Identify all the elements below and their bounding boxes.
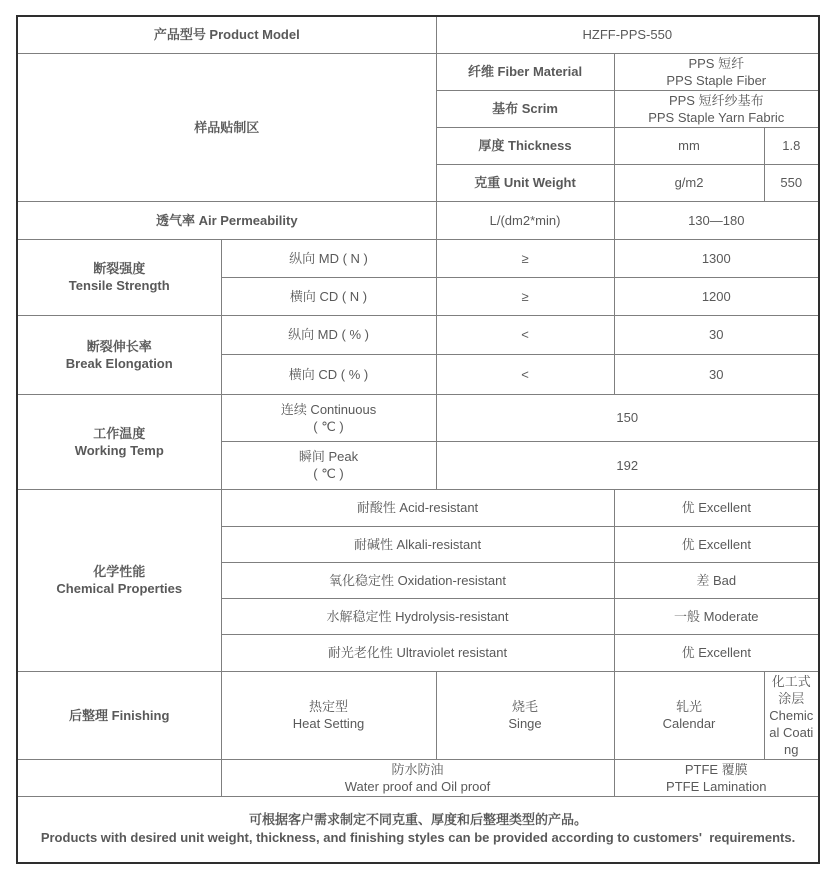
elongation-md-item: 纵向 MD ( % ) [221, 315, 436, 354]
break-elongation-label-en: Break Elongation [65, 355, 173, 371]
row-product-model [17, 16, 819, 53]
temp-continuous-item-line2: ( ℃ ) [313, 418, 344, 434]
tensile-md-operator: ≥ [436, 239, 614, 277]
tensile-strength-label-en: Tensile Strength [68, 278, 170, 293]
elongation-cd-operator: < [436, 354, 614, 394]
row-fiber-material [17, 53, 819, 90]
chem-alkali-item: 耐碱性 Alkali-resistant [221, 526, 614, 562]
unit-weight-unit: g/m2 [614, 164, 764, 201]
finishing-ptfe-cn: PTFE 覆膜 [684, 761, 748, 777]
row-footer-note [17, 796, 819, 863]
chem-uv-item: 耐光老化性 Ultraviolet resistant [221, 634, 614, 671]
scrim-value-en: PPS Staple Yarn Fabric [648, 109, 785, 125]
row-finishing [17, 671, 819, 759]
finishing-chemical-coating [764, 671, 819, 759]
footer-note-cn: 可根据客户需求制定不同克重、厚度和后整理类型的产品。 [249, 812, 588, 828]
unit-weight-value: 550 [764, 164, 819, 201]
spec-table [16, 15, 820, 864]
sample-area-cell: 样品贴制区 [17, 53, 436, 201]
finishing-heat-setting-cn: 热定型 [309, 699, 349, 714]
chem-acid-value: 优 Excellent [614, 489, 819, 526]
working-temp-label [17, 394, 221, 489]
working-temp-label-en: Working Temp [74, 442, 164, 458]
finishing-ptfe [614, 759, 819, 796]
working-temp-label-cn: 工作温度 [93, 425, 146, 441]
finishing-singe-en: Singe [508, 716, 542, 731]
product-model-value: HZFF-PPS-550 [436, 16, 819, 53]
air-permeability-unit: L/(dm2*min) [436, 201, 614, 239]
temp-continuous-item-line1: 连续 Continuous [280, 401, 377, 417]
temp-continuous-value: 150 [436, 394, 819, 441]
finishing-water-oil-en: Water proof and Oil proof [344, 778, 491, 794]
tensile-cd-item: 横向 CD ( N ) [221, 277, 436, 315]
footer-note [17, 796, 819, 863]
finishing-chemical-coating-cn: 化工式涂层 [771, 673, 811, 706]
temp-peak-item-line2: ( ℃ ) [313, 466, 344, 481]
tensile-md-item: 纵向 MD ( N ) [221, 239, 436, 277]
finishing-heat-setting-en: Heat Setting [292, 716, 365, 731]
break-elongation-label-cn: 断裂伸长率 [86, 338, 152, 354]
tensile-strength-label-cn: 断裂强度 [93, 261, 146, 276]
chemical-properties-label-en: Chemical Properties [56, 581, 183, 596]
finishing-water-oil-cn: 防水防油 [391, 761, 444, 777]
temp-peak-item-line1: 瞬间 Peak [298, 449, 359, 464]
scrim-value-cn: PPS 短纤纱基布 [668, 92, 764, 108]
finishing-ptfe-en: PTFE Lamination [666, 778, 767, 794]
finishing-label: 后整理 Finishing [17, 671, 221, 759]
tensile-cd-operator: ≥ [436, 277, 614, 315]
row-waterproof [17, 759, 819, 796]
tensile-md-value: 1300 [614, 239, 819, 277]
row-temp-continuous [17, 394, 819, 441]
chemical-properties-label [17, 489, 221, 671]
elongation-md-value: 30 [614, 315, 819, 354]
chemical-properties-label-cn: 化学性能 [93, 564, 146, 579]
fiber-material-value-en: PPS Staple Fiber [666, 72, 767, 88]
air-permeability-value: 130—180 [614, 201, 819, 239]
row-chem-acid [17, 489, 819, 526]
fiber-material-label: 纤维 Fiber Material [436, 53, 614, 90]
finishing-calendar [614, 671, 764, 759]
row-tensile-md [17, 239, 819, 277]
fiber-material-value-cn: PPS 短纤 [688, 55, 745, 71]
scrim-label: 基布 Scrim [436, 90, 614, 127]
elongation-cd-item: 横向 CD ( % ) [221, 354, 436, 394]
finishing-singe [436, 671, 614, 759]
footer-note-en: Products with desired unit weight, thickness, and finishing styles can be provided according to customers' requirements. [40, 830, 796, 846]
break-elongation-label [17, 315, 221, 394]
finishing-singe-cn: 烧毛 [512, 699, 539, 714]
finishing-calendar-en: Calendar [662, 716, 716, 731]
chem-uv-value: 优 Excellent [614, 634, 819, 671]
finishing-chemical-coating-en: Chemical Coating [769, 707, 814, 757]
elongation-cd-value: 30 [614, 354, 819, 394]
tensile-strength-label [17, 239, 221, 315]
row-air-permeability [17, 201, 819, 239]
temp-peak-value: 192 [436, 441, 819, 489]
temp-peak-item [221, 441, 436, 489]
product-model-label: 产品型号 Product Model [17, 16, 436, 53]
row-elongation-md [17, 315, 819, 354]
finishing-empty-cell [17, 759, 221, 796]
air-permeability-label: 透气率 Air Permeability [17, 201, 436, 239]
finishing-water-oil [221, 759, 614, 796]
scrim-value [614, 90, 819, 127]
thickness-value: 1.8 [764, 127, 819, 164]
tensile-cd-value: 1200 [614, 277, 819, 315]
chem-oxidation-item: 氧化稳定性 Oxidation-resistant [221, 562, 614, 598]
chem-alkali-value: 优 Excellent [614, 526, 819, 562]
finishing-calendar-cn: 轧光 [676, 699, 703, 714]
chem-oxidation-value: 差 Bad [614, 562, 819, 598]
finishing-heat-setting [221, 671, 436, 759]
elongation-md-operator: < [436, 315, 614, 354]
temp-continuous-item [221, 394, 436, 441]
chem-hydrolysis-value: 一般 Moderate [614, 598, 819, 634]
chem-acid-item: 耐酸性 Acid-resistant [221, 489, 614, 526]
thickness-unit: mm [614, 127, 764, 164]
fiber-material-value [614, 53, 819, 90]
thickness-label: 厚度 Thickness [436, 127, 614, 164]
chem-hydrolysis-item: 水解稳定性 Hydrolysis-resistant [221, 598, 614, 634]
unit-weight-label: 克重 Unit Weight [436, 164, 614, 201]
